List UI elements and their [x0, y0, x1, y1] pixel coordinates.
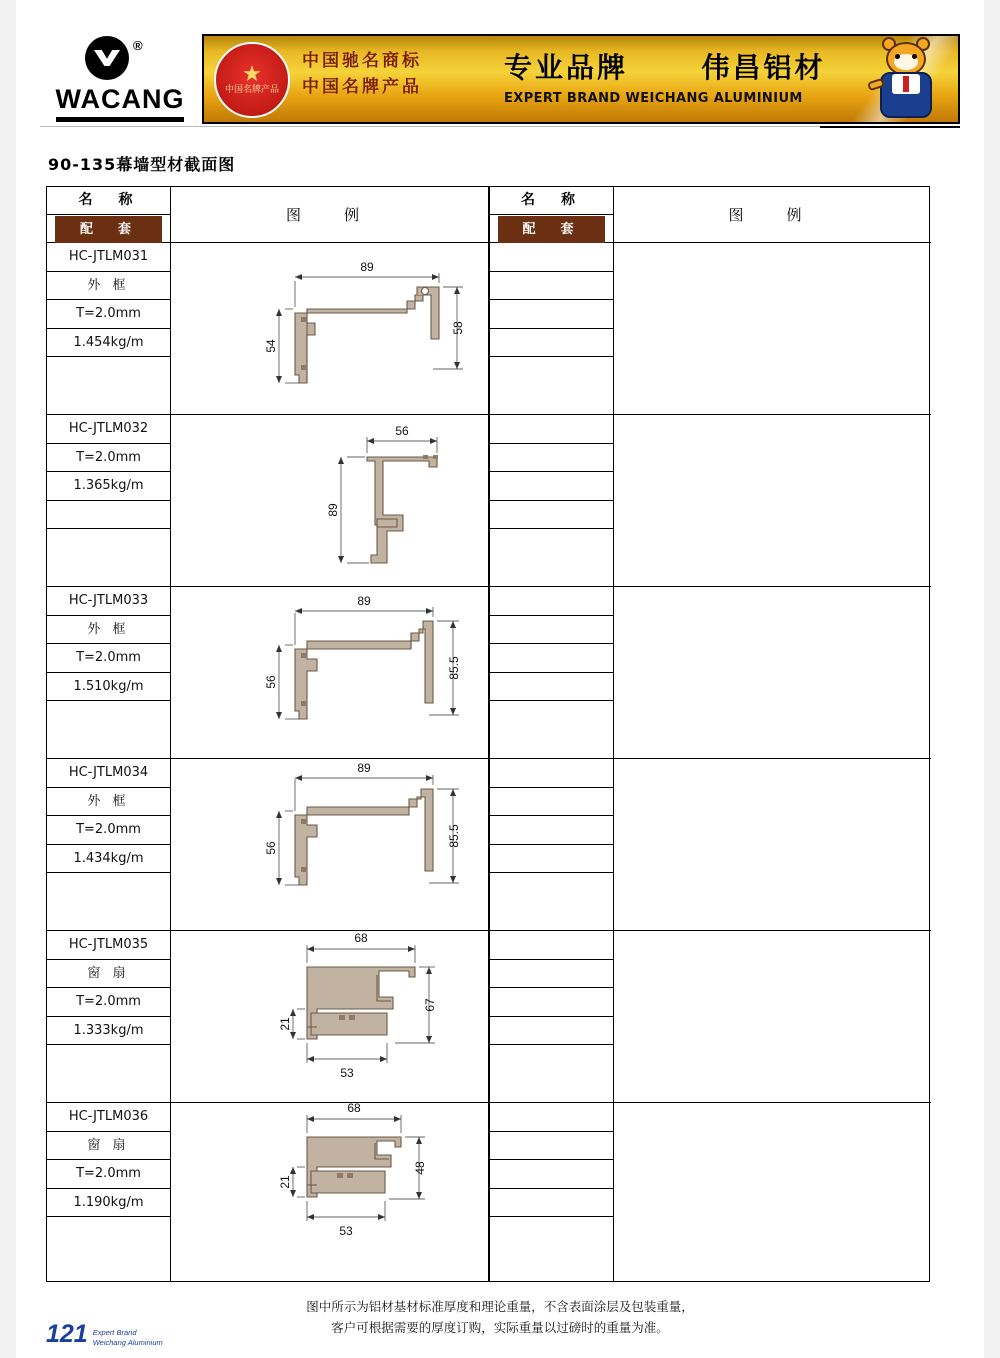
profile-drawing-035 — [171, 931, 488, 1103]
profile-type: 外 框 — [47, 272, 170, 301]
profile-weight-empty — [490, 1189, 613, 1218]
profile-drawing-034 — [171, 759, 488, 931]
profile-spare — [47, 873, 170, 902]
profile-code: HC-JTLM035 — [47, 931, 170, 960]
dim-top: 89 — [357, 594, 371, 608]
profile-weight: 1.454kg/m — [47, 329, 170, 358]
dim-right: 58 — [451, 321, 465, 335]
table-row — [47, 931, 488, 1103]
dim-left: 56 — [264, 675, 278, 689]
profile-code: HC-JTLM032 — [47, 415, 170, 444]
profile-type-empty — [490, 960, 613, 989]
banner-claim-1: 中国驰名商标 — [302, 51, 422, 71]
page-edge-right — [984, 0, 1000, 1358]
profile-spare — [47, 501, 170, 530]
banner-main-cn-a: 专业品牌 — [504, 51, 629, 84]
page-number: 121 — [46, 1320, 88, 1348]
profile-spare — [47, 529, 170, 558]
table-left-column — [47, 187, 488, 1281]
dim-left: 54 — [264, 339, 278, 353]
profile-thickness-empty — [490, 300, 613, 329]
profile-thickness-empty — [490, 988, 613, 1017]
row-figure-cell — [171, 759, 488, 930]
banner-main-cn-b: 伟昌铝材 — [701, 51, 826, 84]
logo-underline — [56, 117, 184, 122]
header-sub-label: 配 套 — [55, 216, 162, 243]
row-figure-cell — [171, 587, 488, 758]
profile-type: 窗 扇 — [47, 960, 170, 989]
profile-code-empty — [490, 759, 613, 788]
profile-code-empty — [490, 931, 613, 960]
profile-drawing-036 — [171, 1103, 488, 1281]
profile-code: HC-JTLM031 — [47, 243, 170, 272]
profile-weight-empty — [490, 1017, 613, 1046]
profile-code-empty — [490, 587, 613, 616]
table-right-column — [490, 187, 931, 1281]
table-row — [47, 759, 488, 931]
table-row-empty — [490, 243, 931, 415]
table-row — [47, 243, 488, 415]
table-row-empty — [490, 759, 931, 931]
dim-top: 89 — [357, 761, 371, 775]
row-name-cell — [47, 415, 171, 586]
row-name-cell-empty — [490, 243, 614, 414]
profile-spare-empty — [490, 357, 613, 386]
registered-mark: ® — [133, 38, 143, 53]
profile-thickness: T=2.0mm — [47, 300, 170, 329]
banner-claim-2: 中国名牌产品 — [302, 77, 422, 98]
profile-type: 外 框 — [47, 788, 170, 817]
banner-chinese-claims — [302, 48, 422, 101]
page-number-block — [46, 1322, 163, 1347]
row-figure-cell — [171, 931, 488, 1102]
seal-label: 中国名牌产品 — [224, 85, 279, 96]
profile-thickness: T=2.0mm — [47, 988, 170, 1017]
row-name-cell — [47, 1103, 171, 1281]
banner-main-en: EXPERT BRAND WEICHANG ALUMINIUM — [504, 91, 803, 106]
banner-main-text — [504, 46, 826, 106]
profile-code-empty — [490, 1103, 613, 1132]
row-figure-cell — [171, 415, 488, 586]
row-name-cell-empty — [490, 1103, 614, 1281]
profile-spare-empty — [490, 873, 613, 902]
profile-weight: 1.510kg/m — [47, 673, 170, 702]
header-name-label: 名 称 — [47, 187, 170, 215]
profile-type: 外 框 — [47, 616, 170, 645]
page-edge-left — [0, 0, 16, 1358]
dim-top: 56 — [395, 424, 409, 438]
dim-bottom: 53 — [340, 1066, 354, 1080]
profile-thickness-empty — [490, 816, 613, 845]
row-figure-cell — [171, 243, 488, 414]
row-name-cell-empty — [490, 759, 614, 930]
table-header-left — [47, 187, 488, 243]
seal-star-icon: ★ — [242, 62, 262, 88]
dim-right: 67 — [423, 998, 437, 1012]
row-figure-cell — [171, 1103, 488, 1281]
profile-table — [46, 186, 930, 1282]
profile-spare-empty — [490, 1217, 613, 1246]
profile-weight: 1.333kg/m — [47, 1017, 170, 1046]
profile-weight: 1.365kg/m — [47, 472, 170, 501]
profile-type-empty — [490, 788, 613, 817]
profile-spare-empty — [490, 1045, 613, 1074]
profile-thickness: T=2.0mm — [47, 816, 170, 845]
profile-spare — [47, 701, 170, 730]
dim-left: 21 — [278, 1017, 292, 1031]
profile-drawing-033 — [171, 587, 488, 759]
footer-note-line2: 客户可根据需要的厚度订购，实际重量以过磅时的重量为准。 — [331, 1320, 669, 1336]
header-name-cell — [47, 187, 171, 242]
profile-drawing-032 — [171, 415, 488, 587]
dim-bottom: 53 — [339, 1224, 353, 1238]
profile-thickness-empty — [490, 1160, 613, 1189]
table-row-empty — [490, 1103, 931, 1281]
header-name-label: 名 称 — [490, 187, 613, 215]
page-footer-brand — [93, 1328, 163, 1347]
row-name-cell — [47, 587, 171, 758]
profile-spare — [47, 357, 170, 386]
row-name-cell — [47, 243, 171, 414]
profile-weight-empty — [490, 845, 613, 874]
table-row-empty — [490, 931, 931, 1103]
dim-right: 85.5 — [447, 656, 461, 680]
dim-left: 89 — [326, 503, 340, 517]
company-logo — [40, 34, 200, 124]
dim-top: 89 — [360, 260, 374, 274]
profile-thickness: T=2.0mm — [47, 444, 170, 473]
brand-banner — [202, 34, 960, 124]
profile-spare — [47, 1217, 170, 1246]
table-header-right — [490, 187, 931, 243]
profile-type-empty — [490, 272, 613, 301]
profile-weight-empty — [490, 673, 613, 702]
header-name-cell — [490, 187, 614, 242]
row-name-cell-empty — [490, 415, 614, 586]
profile-thickness-empty — [490, 644, 613, 673]
tiger-mascot-icon — [864, 40, 952, 122]
profile-weight-empty — [490, 329, 613, 358]
page-footer-brand-line2: Weichang Aluminium — [92, 1337, 163, 1347]
profile-code: HC-JTLM033 — [47, 587, 170, 616]
header-sub-label: 配 套 — [498, 216, 605, 243]
profile-drawing-031 — [171, 243, 488, 415]
profile-code: HC-JTLM036 — [47, 1103, 170, 1132]
table-row-empty — [490, 587, 931, 759]
profile-type-empty — [490, 444, 613, 473]
dim-left: 56 — [264, 841, 278, 855]
profile-thickness: T=2.0mm — [47, 644, 170, 673]
page-header — [40, 34, 960, 124]
footer-note-line1: 图中所示为铝材基材标准厚度和理论重量，不含表面涂层及包装重量， — [306, 1299, 694, 1314]
header-rule-accent — [820, 126, 960, 128]
profile-thickness-empty — [490, 472, 613, 501]
profile-code-empty — [490, 243, 613, 272]
table-row — [47, 587, 488, 759]
dim-right: 48 — [413, 1161, 427, 1175]
header-figure-label: 图 例 — [728, 206, 816, 224]
table-row — [47, 1103, 488, 1281]
dim-top: 68 — [354, 931, 368, 945]
profile-weight: 1.190kg/m — [47, 1189, 170, 1218]
profile-code: HC-JTLM034 — [47, 759, 170, 788]
logo-wordmark: WACANG — [55, 84, 185, 114]
page-title: 90-135幕墙型材截面图 — [48, 155, 236, 174]
profile-weight-empty — [490, 501, 613, 530]
row-name-cell — [47, 931, 171, 1102]
wacang-logo-icon — [85, 36, 155, 82]
profile-thickness: T=2.0mm — [47, 1160, 170, 1189]
table-row — [47, 415, 488, 587]
profile-type-empty — [490, 1132, 613, 1161]
dim-left: 21 — [278, 1175, 292, 1189]
header-figure-label: 图 例 — [285, 206, 373, 224]
profile-type: 窗 扇 — [47, 1132, 170, 1161]
profile-spare-empty — [490, 701, 613, 730]
profile-spare-empty — [490, 529, 613, 558]
profile-code-empty — [490, 415, 613, 444]
profile-type-empty — [490, 616, 613, 645]
row-name-cell-empty — [490, 587, 614, 758]
row-name-cell-empty — [490, 931, 614, 1102]
table-row-empty — [490, 415, 931, 587]
page-footer-brand-line1: Expert Brand — [92, 1328, 137, 1338]
dim-top: 68 — [347, 1103, 361, 1115]
profile-spare — [47, 1045, 170, 1074]
profile-weight: 1.434kg/m — [47, 845, 170, 874]
dim-right: 85.5 — [447, 824, 461, 848]
row-name-cell — [47, 759, 171, 930]
award-seal-icon — [214, 42, 290, 118]
